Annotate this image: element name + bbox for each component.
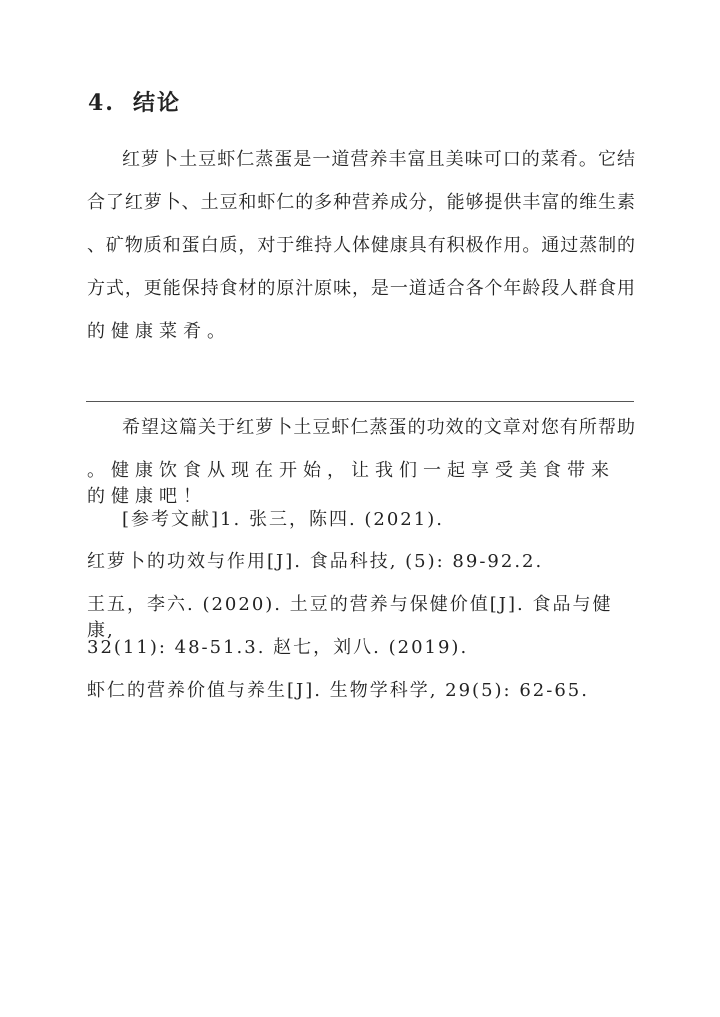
reference-line: 32(11): 48-51.3. 赵七，刘八. (2019).: [87, 637, 469, 658]
closing-line: 希望这篇关于红萝卜土豆虾仁蒸蛋的功效的文章对您有所帮助: [122, 417, 635, 438]
reference-line: 红萝卜的功效与作用[J]. 食品科技, (5): 89-92.2.: [87, 551, 544, 572]
paragraph-line: 合了红萝卜、土豆和虾仁的多种营养成分，能够提供丰富的维生素: [87, 192, 635, 213]
section-number: 4.: [88, 90, 115, 116]
section-title: 结论: [132, 90, 181, 116]
horizontal-divider: [86, 401, 634, 402]
closing-line: 。健康饮食从现在开始，让我们一起享受美食带来的健康吧！: [87, 460, 615, 507]
paragraph-line: 、矿物质和蛋白质，对于维持人体健康具有积极作用。通过蒸制的: [87, 235, 635, 256]
paragraph-line: 的健康菜肴。: [87, 321, 231, 342]
paragraph-line: 方式，更能保持食材的原汁原味，是一道适合各个年龄段人群食用: [87, 278, 635, 299]
reference-line: 虾仁的营养价值与养生[J]. 生物学科学, 29(5): 62-65.: [87, 680, 589, 701]
reference-line: 王五，李六. (2020). 土豆的营养与保健价值[J]. 食品与健康,: [87, 594, 613, 641]
reference-line: [参考文献]1. 张三，陈四. (2021).: [122, 509, 444, 530]
section-heading: [88, 86, 181, 117]
paragraph-line: 红萝卜土豆虾仁蒸蛋是一道营养丰富且美味可口的菜肴。它结: [122, 149, 635, 170]
